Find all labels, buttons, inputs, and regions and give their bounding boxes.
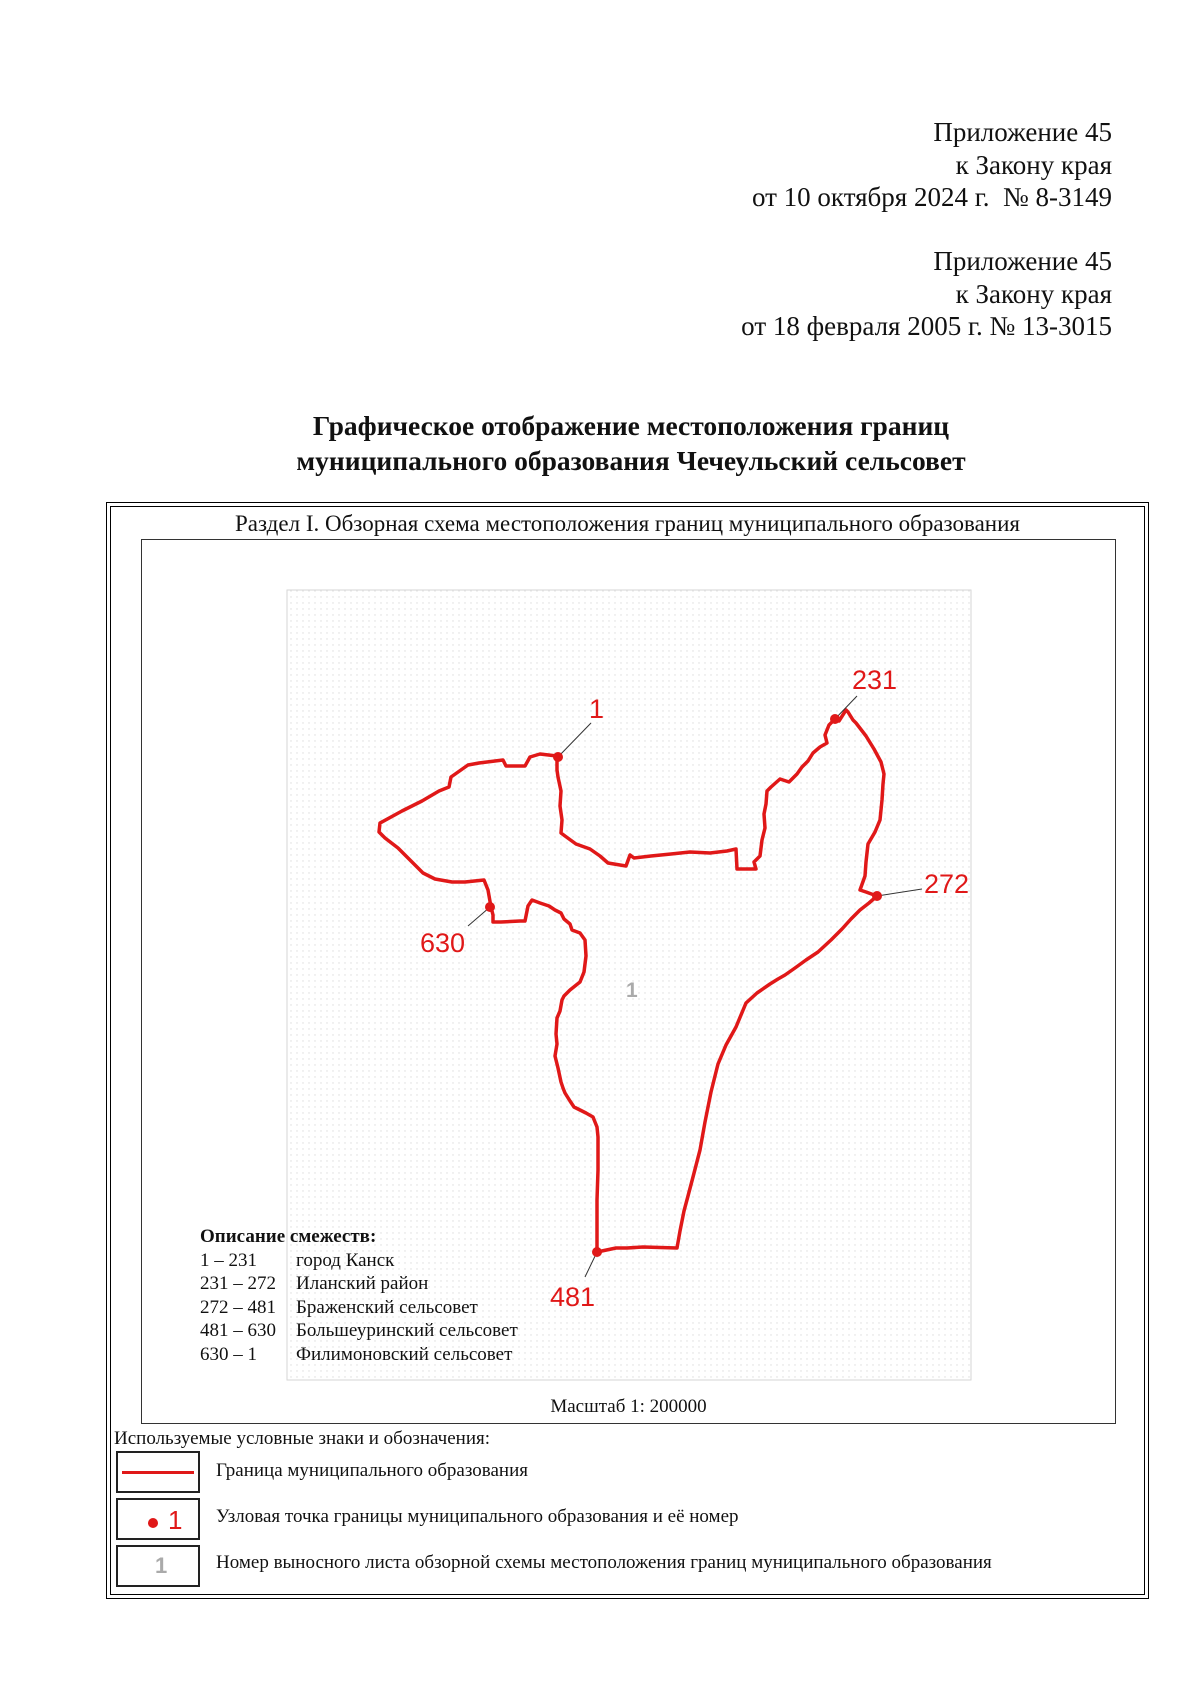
adjacency-name: Браженский сельсовет	[296, 1296, 478, 1318]
legend-boundary-symbol	[116, 1451, 200, 1493]
node-point-231	[830, 714, 840, 724]
legend-sheet-number: 1	[155, 1553, 168, 1578]
sheet-number-label: 1	[626, 979, 638, 1002]
legend-node-symbol	[116, 1498, 200, 1540]
appendix-original-line2: к Закону края	[955, 278, 1112, 309]
map-scale: Масштаб 1: 200000	[550, 1396, 707, 1417]
legend-sheet-symbol	[116, 1545, 200, 1587]
adjacency-description	[200, 1225, 518, 1366]
legend-boundary-text: Граница муниципального образования	[216, 1460, 528, 1481]
node-label-231: 231	[852, 665, 898, 695]
node-point-630	[485, 902, 495, 912]
adjacency-row	[200, 1296, 518, 1320]
document-title-line1: Графическое отображение местоположения границ	[312, 410, 950, 441]
adjacency-name: город Канск	[296, 1249, 395, 1271]
node-point-272	[872, 891, 882, 901]
appendix-current-line2: к Закону края	[955, 149, 1112, 180]
adjacency-row	[200, 1319, 518, 1343]
legend-heading: Используемые условные знаки и обозначения:	[114, 1428, 491, 1449]
node-label-630: 630	[420, 928, 466, 958]
adjacency-row	[200, 1343, 518, 1367]
appendix-current-line1: Приложение 45	[933, 117, 1112, 147]
appendix-original-line3: от 18 февраля 2005 г. № 13-3015	[741, 311, 1112, 341]
section-title: Раздел I. Обзорная схема местоположения границ муниципального образования	[235, 511, 1020, 536]
node-point-icon	[148, 1518, 158, 1528]
adjacency-row	[200, 1272, 518, 1296]
adjacency-name: Иланский район	[296, 1273, 429, 1294]
adjacency-range: 231 – 272	[200, 1273, 276, 1294]
legend-sheet-text: Номер выносного листа обзорной схемы местоположения границ муниципального образования	[216, 1552, 992, 1573]
legend-node-number: 1	[168, 1505, 183, 1535]
node-label-272: 272	[924, 869, 970, 899]
document-title-line2: муниципального образования Чечеульский сельсовет	[296, 445, 966, 476]
appendix-original-line1: Приложение 45	[933, 246, 1112, 276]
adjacency-range: 481 – 630	[200, 1320, 276, 1341]
node-point-481	[592, 1247, 602, 1257]
node-label-481: 481	[550, 1282, 596, 1312]
adjacency-name: Большеуринский сельсовет	[296, 1320, 518, 1341]
appendix-current-line3: от 10 октября 2024 г. № 8-3149	[751, 182, 1112, 212]
legend-node-text: Узловая точка границы муниципального образования и её номер	[216, 1506, 739, 1527]
adjacency-range: 1 – 231	[200, 1249, 257, 1271]
adjacency-heading: Описание смежеств:	[200, 1226, 377, 1247]
node-label-1: 1	[589, 694, 605, 724]
adjacency-range: 272 – 481	[200, 1296, 276, 1318]
adjacency-name: Филимоновский сельсовет	[296, 1343, 513, 1365]
adjacency-row	[200, 1249, 518, 1273]
boundary-line-icon	[122, 1471, 194, 1474]
node-point-1	[553, 752, 563, 762]
adjacency-range: 630 – 1	[200, 1343, 257, 1365]
